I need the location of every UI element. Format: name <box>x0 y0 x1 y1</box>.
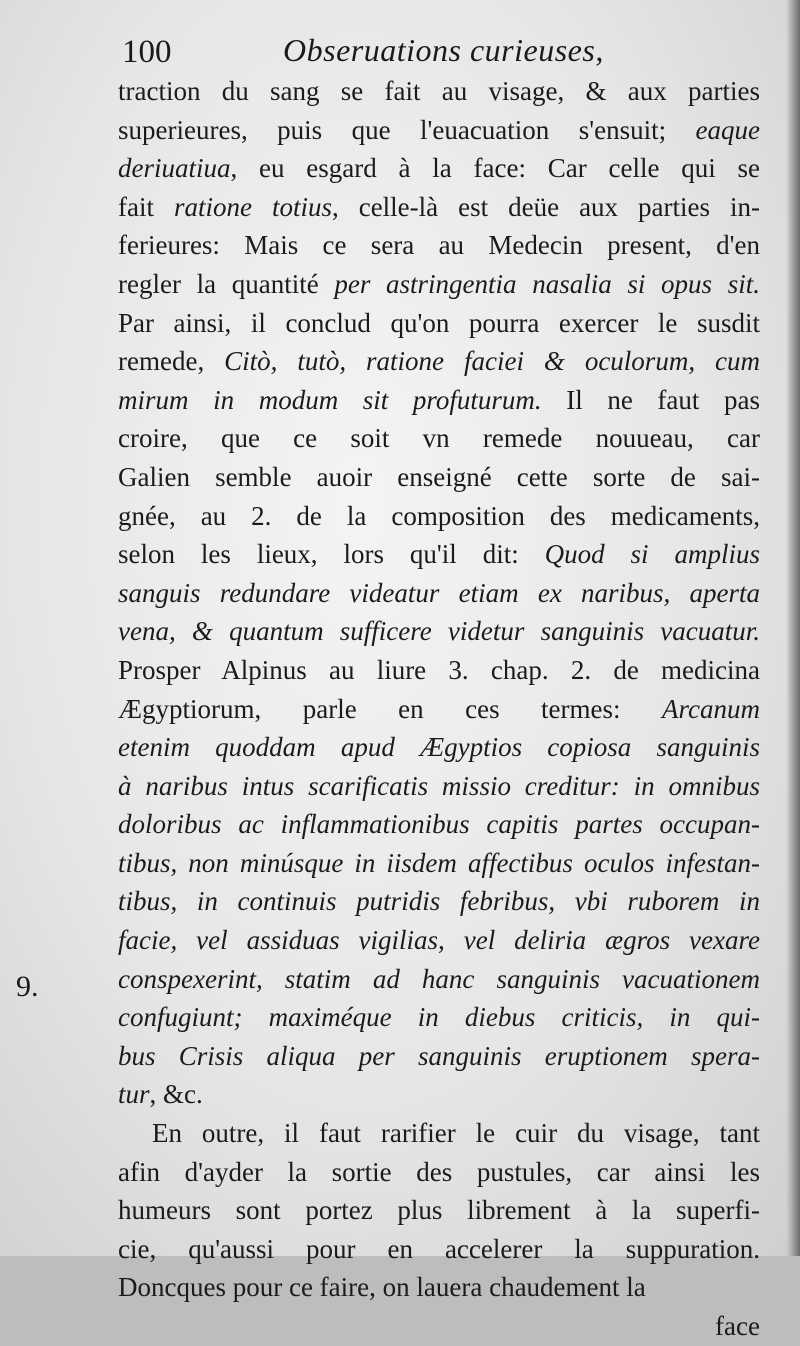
text-segment: Galien semble auoir enseigné cette sorte de sai- <box>118 461 760 492</box>
margin-note: 9. <box>16 970 39 1003</box>
text-line <box>118 188 760 227</box>
text-segment: , &c. <box>149 1079 203 1110</box>
italic-segment: vena, & quantum sufficere videtur sanguinis vacuatur. <box>118 616 760 647</box>
text-segment: humeurs sont portez plus librement à la superfi- <box>118 1195 760 1226</box>
text-line <box>118 1037 760 1076</box>
text-segment: Doncques pour ce faire, on lauera chaudement la <box>118 1272 646 1303</box>
text-segment: croire, que ce soit vn remede nouueau, car <box>118 423 760 454</box>
text-line <box>118 265 760 304</box>
italic-segment: tibus, in continuis putridis febribus, vbi ruborem in <box>118 886 760 917</box>
text-line <box>118 111 760 150</box>
italic-segment: facie, vel assiduas vigilias, vel deliria ægros vexare <box>118 925 760 956</box>
text-line <box>118 1075 760 1114</box>
italic-segment: per astringentia nasalia si opus sit. <box>334 268 760 299</box>
text-line <box>118 767 760 806</box>
text-line <box>118 72 760 111</box>
italic-segment: eaque <box>695 114 760 145</box>
text-line <box>118 1153 760 1192</box>
italic-segment: sanguis redundare videatur etiam ex naribus, aperta <box>118 577 760 608</box>
text-line <box>118 381 760 420</box>
italic-segment: tibus, non minúsque in iisdem affectibus oculos infestan- <box>118 847 760 878</box>
text-line <box>118 690 760 729</box>
text-segment: face <box>715 1311 760 1341</box>
text-line <box>118 960 760 999</box>
page-gutter-shadow <box>786 0 800 1256</box>
italic-segment: confugiunt; maximéque in diebus criticis, in qui- <box>118 1002 760 1033</box>
text-line <box>118 149 760 188</box>
text-segment: cie, qu'aussi pour en accelerer la suppuration. <box>118 1233 760 1264</box>
italic-segment: Arcanum <box>662 693 760 724</box>
text-segment: superieures, puis que l'euacuation s'ensuit; <box>118 114 696 145</box>
text-segment: Par ainsi, il conclud qu'on pourra exercer le susdit <box>118 307 760 338</box>
italic-segment: deriuatiua <box>118 153 231 184</box>
text-line <box>118 882 760 921</box>
text-segment: Prosper Alpinus au liure 3. chap. 2. de medicina <box>118 654 760 685</box>
text-segment: gnée, au 2. de la composition des medicaments, <box>118 500 760 531</box>
italic-segment: Citò, tutò, ratione faciei & oculorum, cum <box>224 346 760 377</box>
italic-segment: conspexerint, statim ad hanc sanguinis vacuationem <box>118 963 760 994</box>
italic-segment: Quod si amplius <box>544 539 760 570</box>
text-line <box>118 1230 760 1269</box>
text-line <box>118 1307 760 1346</box>
italic-segment: ratione totius <box>173 191 332 222</box>
running-title: Obseruations curieuses, <box>283 32 604 68</box>
body-text <box>118 72 760 1346</box>
text-line <box>118 458 760 497</box>
text-line <box>118 535 760 574</box>
text-segment: , celle-là est deüe aux parties in- <box>331 191 760 222</box>
text-segment: ferieures: Mais ce sera au Medecin present, d'en <box>118 230 760 261</box>
text-line <box>118 998 760 1037</box>
page-header <box>118 30 758 74</box>
text-line <box>118 805 760 844</box>
text-segment: fait <box>118 191 174 222</box>
page-number: 100 <box>122 34 172 70</box>
text-line <box>118 1268 760 1307</box>
text-line <box>118 497 760 536</box>
text-segment: Ægyptiorum, parle en ces termes: <box>118 693 663 724</box>
text-line <box>118 226 760 265</box>
text-segment: , eu esgard à la face: Car celle qui se <box>230 153 760 184</box>
text-line <box>118 574 760 613</box>
italic-segment: mirum in modum sit profuturum. <box>118 384 542 415</box>
text-line <box>118 612 760 651</box>
text-segment: afin d'ayder la sortie des pustules, car ainsi les <box>118 1156 760 1187</box>
text-line <box>118 651 760 690</box>
text-line <box>118 1114 760 1153</box>
text-line <box>118 304 760 343</box>
italic-segment: bus Crisis aliqua per sanguinis eruptionem spera- <box>118 1040 760 1071</box>
text-line <box>118 728 760 767</box>
text-line <box>118 419 760 458</box>
text-segment: regler la quantité <box>118 268 335 299</box>
italic-segment: tur <box>118 1079 150 1110</box>
text-segment: traction du sang se fait au visage, & aux parties <box>118 76 760 106</box>
italic-segment: doloribus ac inflammationibus capitis partes occupan- <box>118 809 760 840</box>
text-segment: Il ne faut pas <box>541 384 760 415</box>
italic-segment: etenim quoddam apud Ægyptios copiosa sanguinis <box>118 732 760 763</box>
text-segment: selon les lieux, lors qu'il dit: <box>118 539 545 570</box>
text-segment: remede, <box>118 346 225 377</box>
text-line <box>118 1191 760 1230</box>
text-line <box>118 342 760 381</box>
text-segment: En outre, il faut rarifier le cuir du visage, tant <box>152 1118 760 1149</box>
text-line <box>118 921 760 960</box>
italic-segment: à naribus intus scarificatis missio creditur: in omnibus <box>118 770 760 801</box>
text-line <box>118 844 760 883</box>
